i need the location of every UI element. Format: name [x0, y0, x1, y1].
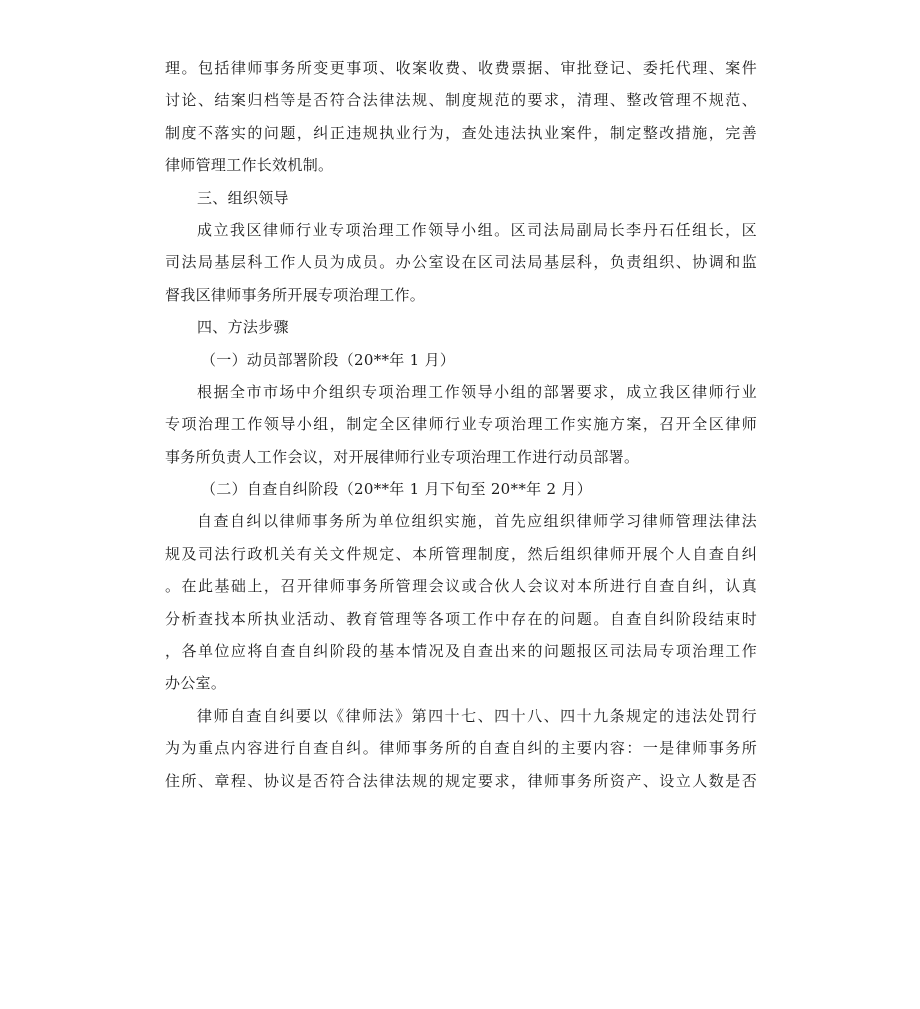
text-line: 办公室。	[165, 674, 227, 693]
text-line: 制度不落实的问题，纠正违规执业行为，查处违法执业案件，制定整改措施，完善	[165, 123, 757, 142]
text-line: 司法局基层科工作人员为成员。办公室设在区司法局基层科，负责组织、协调和监	[165, 253, 757, 272]
text-line: 住所、章程、协议是否符合法律法规的规定要求，律师事务所资产、设立人数是否	[165, 771, 757, 790]
text-line: 根据全市市场中介组织专项治理工作领导小组的部署要求，成立我区律师行业	[197, 382, 757, 401]
text-line: 。在此基础上，召开律师事务所管理会议或合伙人会议对本所进行自查自纠，认真	[165, 577, 757, 596]
text-line: 为为重点内容进行自查自纠。律师事务所的自查自纠的主要内容：一是律师事务所	[165, 739, 757, 758]
subsection-heading: （一）动员部署阶段（20**年 1 月）	[201, 350, 456, 369]
text-line: 自查自纠以律师事务所为单位组织实施，首先应组织律师学习律师管理法律法	[197, 512, 757, 531]
text-line: 分析查找本所执业活动、教育管理等各项工作中存在的问题。自查自纠阶段结束时	[165, 609, 757, 628]
text-line: 督我区律师事务所开展专项治理工作。	[165, 285, 426, 304]
section-heading: 四、方法步骤	[197, 318, 289, 337]
section-heading: 三、组织领导	[197, 188, 289, 207]
text-line: 规及司法行政机关有关文件规定、本所管理制度，然后组织律师开展个人自查自纠	[165, 544, 757, 563]
text-line: 律师自查自纠要以《律师法》第四十七、四十八、四十九条规定的违法处罚行	[197, 706, 757, 725]
text-line: 讨论、结案归档等是否符合法律法规、制度规范的要求，清理、整改管理不规范、	[165, 91, 757, 110]
text-line: 律师管理工作长效机制。	[165, 156, 334, 175]
text-line: 事务所负责人工作会议，对开展律师行业专项治理工作进行动员部署。	[165, 447, 640, 466]
text-line: 理。包括律师事务所变更事项、收案收费、收费票据、审批登记、委托代理、案件	[165, 59, 757, 77]
text-line: 专项治理工作领导小组，制定全区律师行业专项治理工作实施方案，召开全区律师	[165, 415, 757, 434]
text-line: 成立我区律师行业专项治理工作领导小组。区司法局副局长李丹石任组长，区	[197, 220, 757, 239]
text-line: ，各单位应将自查自纠阶段的基本情况及自查出来的问题报区司法局专项治理工作	[165, 642, 757, 661]
subsection-heading: （二）自查自纠阶段（20**年 1 月下旬至 20**年 2 月）	[201, 480, 593, 499]
document-body	[165, 52, 757, 797]
